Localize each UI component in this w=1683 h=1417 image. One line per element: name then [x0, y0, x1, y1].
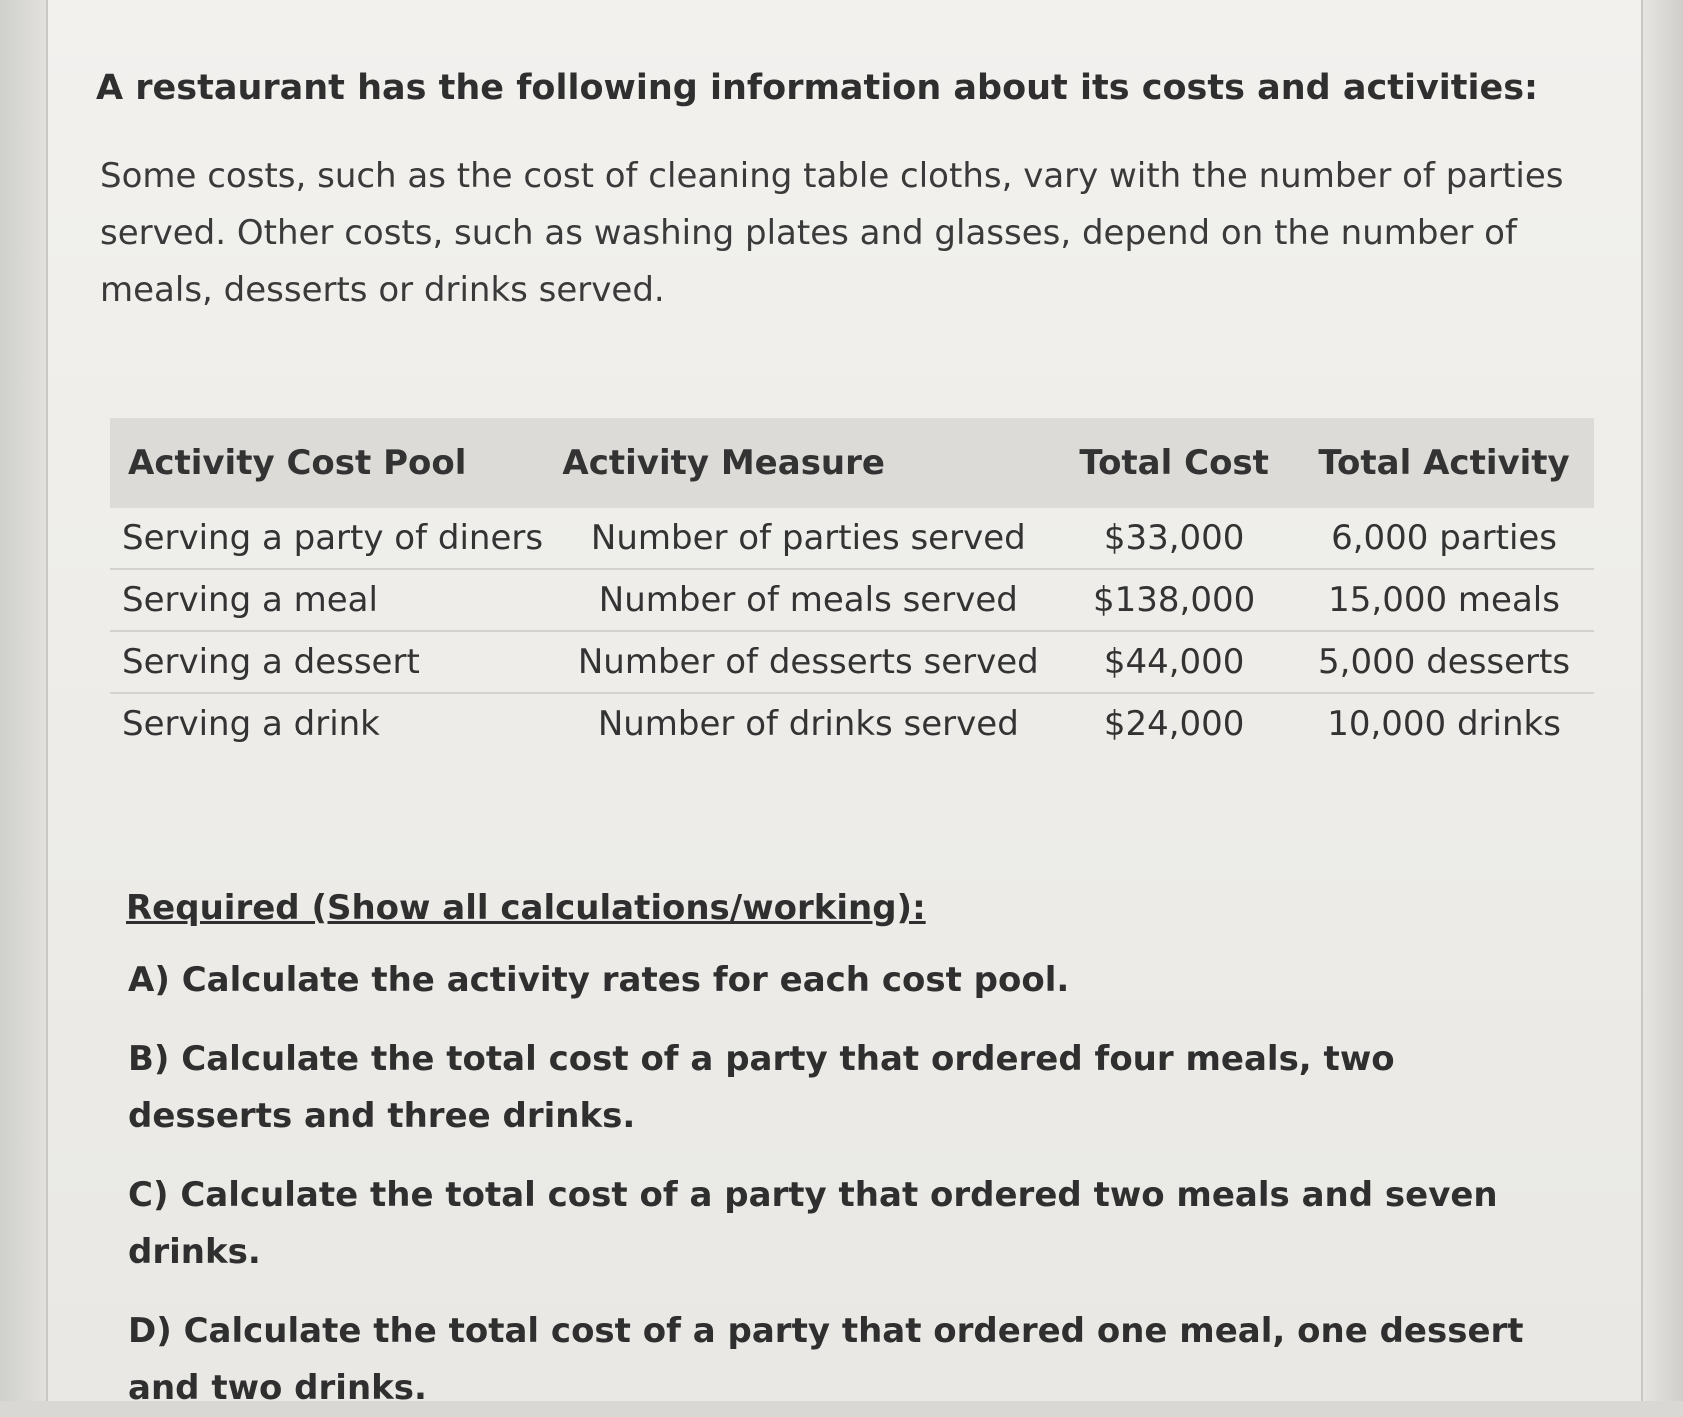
question-c: C) Calculate the total cost of a party that ordered two meals and seven drinks.	[128, 1175, 1498, 1272]
cell-total-activity: 15,000 meals	[1294, 569, 1594, 631]
header-total-activity: Total Activity	[1294, 418, 1594, 508]
cell-activity-measure: Number of parties served	[562, 508, 1054, 569]
cell-total-cost: $24,000	[1103, 704, 1245, 744]
cell-cost-pool: Serving a party of diners	[110, 508, 562, 569]
table-row	[110, 569, 1594, 631]
header-total-cost: Total Cost	[1054, 418, 1294, 508]
cell-total-cost: $33,000	[1054, 508, 1294, 569]
table-header-row	[110, 418, 1594, 508]
table-row	[110, 693, 1594, 754]
header-activity-measure: Activity Measure	[562, 418, 1054, 508]
required-question-list	[128, 952, 1598, 1417]
page-heading: A restaurant has the following information about its costs and activities:	[96, 68, 1539, 108]
screen-bezel-right	[1643, 0, 1683, 1401]
activity-cost-table	[110, 418, 1594, 754]
cell-total-cost: $44,000	[1054, 631, 1294, 693]
cell-cost-pool: Serving a drink	[122, 704, 380, 744]
cell-total-cost: $138,000	[1054, 569, 1294, 631]
cell-total-activity: 5,000 desserts	[1294, 631, 1594, 693]
cell-cost-pool: Serving a dessert	[110, 631, 562, 693]
table-row	[110, 631, 1594, 693]
question-b: B) Calculate the total cost of a party that ordered four meals, two desserts and three drinks.	[128, 1039, 1395, 1136]
cell-cost-pool: Serving a meal	[110, 569, 562, 631]
intro-paragraph: Some costs, such as the cost of cleaning table cloths, vary with the number of parties served. Other costs, such as washing plates and glasses, depend on the number of meals, desserts or drinks served.	[100, 156, 1564, 310]
question-a: A) Calculate the activity rates for each cost pool.	[128, 960, 1070, 1000]
cell-total-activity: 6,000 parties	[1294, 508, 1594, 569]
table-row	[110, 508, 1594, 569]
header-activity-cost-pool: Activity Cost Pool	[110, 418, 562, 508]
required-heading: Required (Show all calculations/working):	[126, 888, 926, 928]
screen-bezel-left	[0, 0, 46, 1401]
question-d: D) Calculate the total cost of a party that ordered one meal, one dessert and two drinks.	[128, 1311, 1524, 1408]
cell-activity-measure: Number of drinks served	[597, 704, 1019, 744]
cell-activity-measure: Number of meals served	[562, 569, 1054, 631]
cell-total-activity: 10,000 drinks	[1327, 704, 1561, 744]
cell-activity-measure: Number of desserts served	[562, 631, 1054, 693]
document-page	[46, 0, 1643, 1408]
